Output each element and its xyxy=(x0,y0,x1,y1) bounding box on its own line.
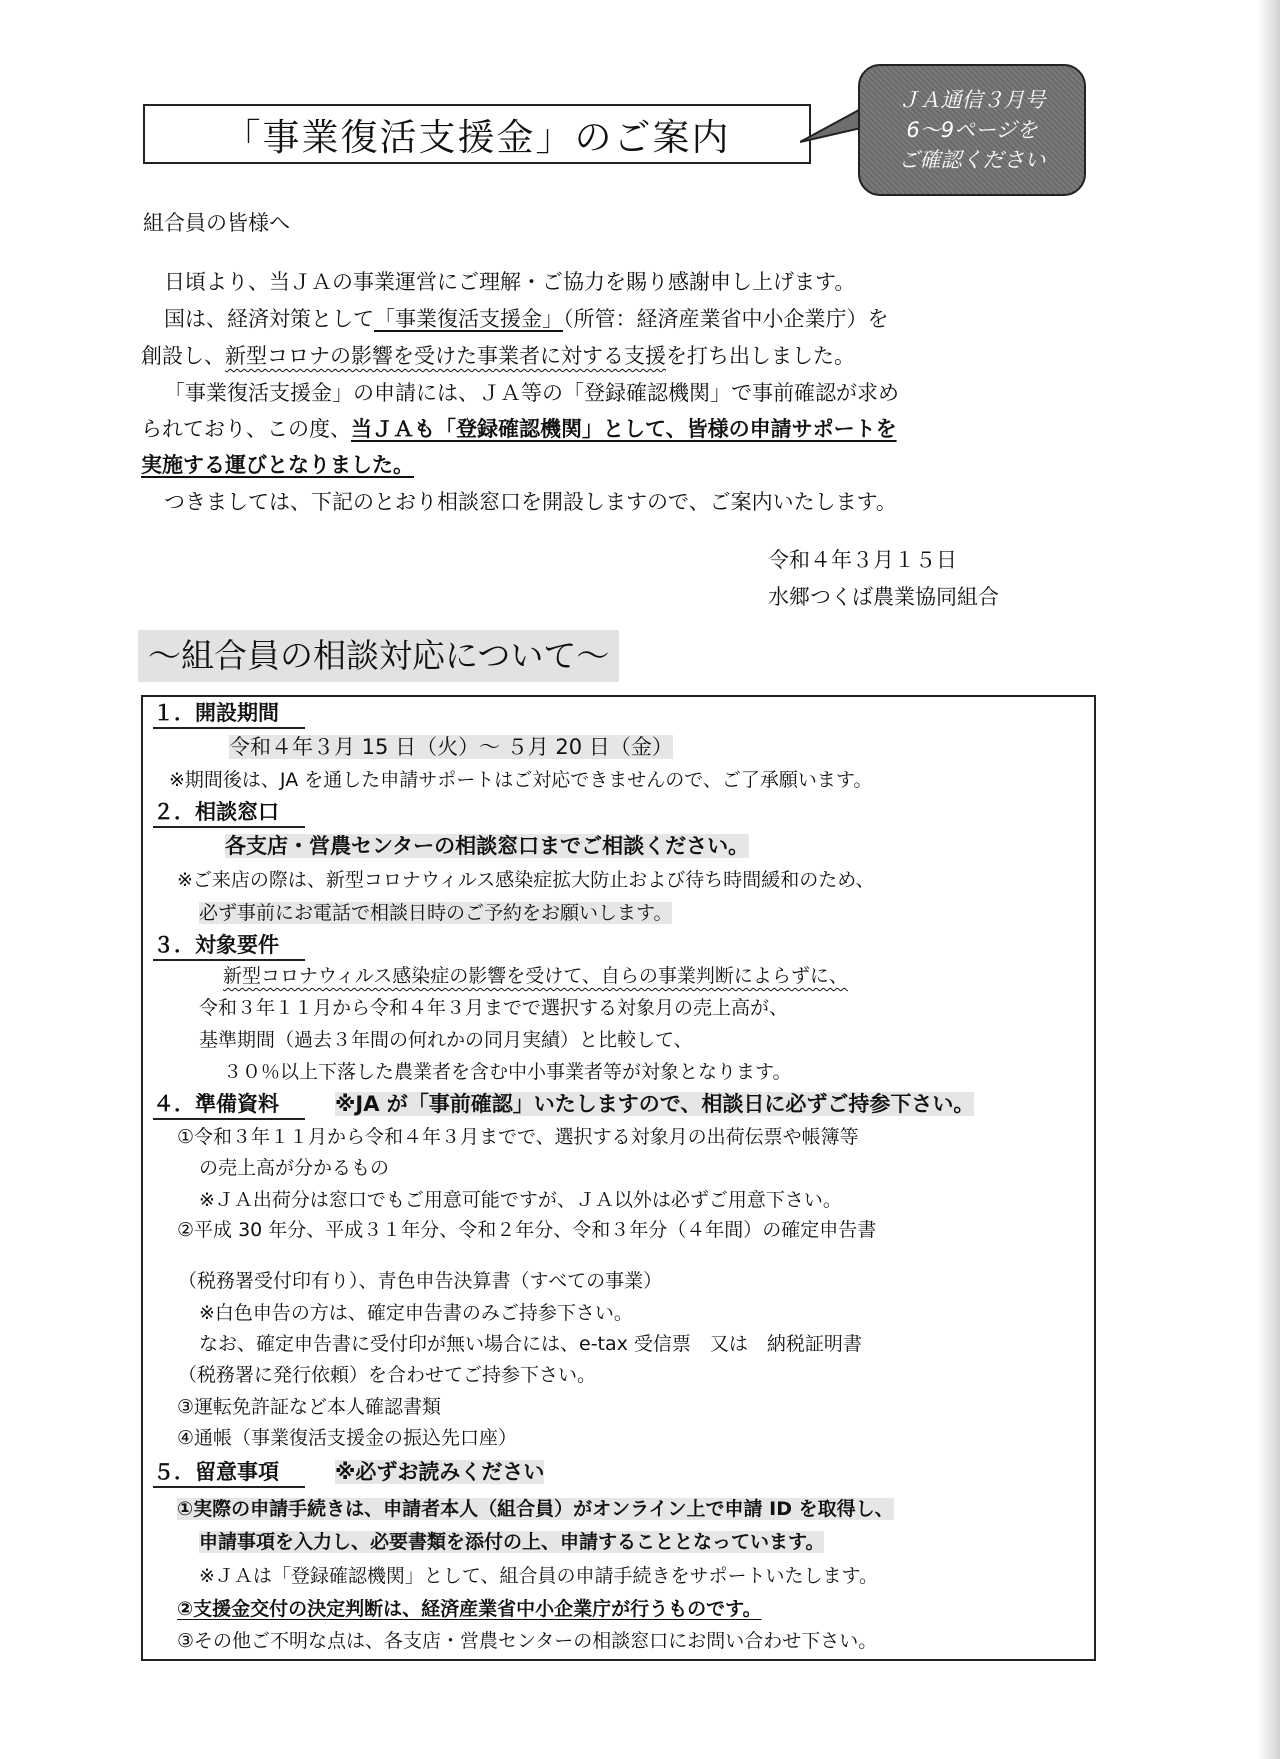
section-3-heading xyxy=(153,929,305,961)
section-heading: ～組合員の相談対応について～ xyxy=(138,630,619,682)
callout-line-2: 6～9ページを xyxy=(906,118,1038,142)
section-4-line-7: なお、確定申告書に受付印が無い場合には、e-tax 受信票 又は 納税証明書 xyxy=(199,1333,862,1355)
section-4-line-3: ※ＪＡ出荷分は窓口でもご用意可能ですが、ＪＡ以外は必ずご用意下さい。 xyxy=(199,1189,842,1211)
section-4-line-9: ③運転免許証など本人確認書類 xyxy=(177,1396,442,1418)
section-3-line-1 xyxy=(223,961,848,988)
body-line-3 xyxy=(141,340,855,370)
section-3-line-3: 基準期間（過去３年間の何れかの同月実績）と比較して、 xyxy=(199,1029,693,1051)
section-5-label: ５．留意事項 xyxy=(153,1456,305,1488)
section-3-line-4: ３０％以上下落した農業者を含む中小事業者等が対象となります。 xyxy=(223,1061,792,1083)
section-2-label: ２．相談窓口 xyxy=(153,796,305,828)
section-5-note: ※必ずお読みください xyxy=(335,1460,545,1484)
section-4-line-1: ①令和３年１１月から令和４年３月までで、選択する対象月の出荷伝票や帳簿等 xyxy=(177,1126,859,1148)
body-line-2c: （所管：経済産業省中小企業庁）を xyxy=(563,307,889,331)
body-line-5a: られており、この度、 xyxy=(141,417,351,441)
body-line-3b: 新型コロナの影響を受けた事業者に対する支援 xyxy=(225,344,666,368)
section-1-note: ※期間後は、JA を通した申請サポートはご対応できませんので、ご了承願います。 xyxy=(169,769,873,791)
ja-news-callout xyxy=(858,64,1086,196)
section-5-line-1 xyxy=(177,1494,894,1521)
greeting: 組合員の皆様へ xyxy=(143,211,290,235)
section-5-line-2 xyxy=(199,1527,824,1554)
section-4-line-4: ②平成 30 年分、平成３１年分、令和２年分、令和３年分（４年間）の確定申告書 xyxy=(177,1219,877,1241)
section-5-line-1-text: ①実際の申請手続きは、申請者本人（組合員）がオンライン上で申請 ID を取得し、 xyxy=(177,1498,894,1520)
body-line-2b: 「事業復活支援金」 xyxy=(374,307,563,331)
body-line-6: 実施する運びとなりました。 xyxy=(141,453,414,477)
body-line-2a: 国は、経済対策として xyxy=(164,307,374,331)
section-2-note-1: ※ご来店の際は、新型コロナウィルス感染症拡大防止および待ち時間緩和のため、 xyxy=(177,869,875,891)
section-2-heading xyxy=(153,796,305,828)
page-edge-shadow xyxy=(1258,0,1280,1759)
page-title-text: 「事業復活支援金」のご案内 xyxy=(223,116,731,159)
section-4-note: ※JA が「事前確認」いたしますので、相談日に必ずご持参下さい。 xyxy=(335,1092,975,1116)
organization-name: 水郷つくば農業協同組合 xyxy=(768,585,999,609)
section-2-note-2 xyxy=(199,898,672,925)
body-line-3c: を打ち出しました。 xyxy=(666,344,855,368)
section-3-label: ３．対象要件 xyxy=(153,929,305,961)
section-3-line-1-text: 新型コロナウィルス感染症の影響を受けて、自らの事業判断によらずに、 xyxy=(223,965,848,987)
section-1-period-text: 令和４年３月 15 日（火）～ ５月 20 日（金） xyxy=(229,735,673,759)
section-5-line-4-text: ②支援金交付の決定判断は、経済産業省中小企業庁が行うものです。 xyxy=(177,1598,762,1620)
section-4-line-8: （税務署に発行依頼）を合わせてご持参下さい。 xyxy=(178,1364,597,1386)
consultation-info-box xyxy=(141,695,1096,1277)
body-line-5b: 当ＪＡも「登録確認機関」として、皆様の申請サポートを xyxy=(351,417,897,441)
body-line-4: 「事業復活支援金」の申請には、ＪＡ等の「登録確認機関」で事前確認が求め xyxy=(164,381,899,405)
section-3-line-2: 令和３年１１月から令和４年３月までで選択する対象月の売上高が、 xyxy=(199,997,789,1019)
section-5-line-5: ③その他ご不明な点は、各支店・営農センターの相談窓口にお問い合わせ下さい。 xyxy=(177,1630,878,1652)
section-5-line-4 xyxy=(177,1594,762,1621)
section-1-period xyxy=(229,731,673,761)
callout-line-1: ＪＡ通信３月号 xyxy=(898,88,1046,112)
section-5-line-2-text: 申請事項を入力し、必要書類を添付の上、申請することとなっています。 xyxy=(199,1531,825,1553)
section-5-line-3: ※ＪＡは「登録確認機関」として、組合員の申請手続きをサポートいたします。 xyxy=(199,1565,879,1587)
section-4-line-6: ※白色申告の方は、確定申告書のみご持参下さい。 xyxy=(199,1302,633,1324)
callout-line-3: ご確認ください xyxy=(898,148,1046,172)
body-line-2 xyxy=(164,303,889,333)
section-2-main-text: 各支店・営農センターの相談窓口までご相談ください。 xyxy=(225,834,750,858)
body-line-3a: 創設し、 xyxy=(141,344,225,368)
section-4-line-5: （税務署受付印有り）、青色申告決算書（すべての事業） xyxy=(178,1270,663,1292)
section-4-line-10: ④通帳（事業復活支援金の振込先口座） xyxy=(177,1427,518,1449)
body-line-1: 日頃より、当ＪＡの事業運営にご理解・ご協力を賜り感謝申し上げます。 xyxy=(164,270,856,294)
body-line-7: つきましては、下記のとおり相談窓口を開設しますので、ご案内いたします。 xyxy=(164,490,897,514)
section-2-note-2-text: 必ず事前にお電話で相談日時のご予約をお願いします。 xyxy=(199,902,673,924)
section-4-heading xyxy=(153,1088,974,1120)
section-4-label: ４．準備資料 xyxy=(153,1088,305,1120)
page-title xyxy=(143,104,811,164)
section-5-heading xyxy=(153,1456,544,1488)
section-2-main xyxy=(225,830,749,860)
issue-date: 令和４年３月１５日 xyxy=(768,548,957,572)
section-4-line-2: の売上高が分かるもの xyxy=(199,1157,390,1179)
section-1-label: １．開設期間 xyxy=(153,697,305,729)
body-line-5 xyxy=(141,413,897,443)
section-1-heading xyxy=(153,697,305,729)
